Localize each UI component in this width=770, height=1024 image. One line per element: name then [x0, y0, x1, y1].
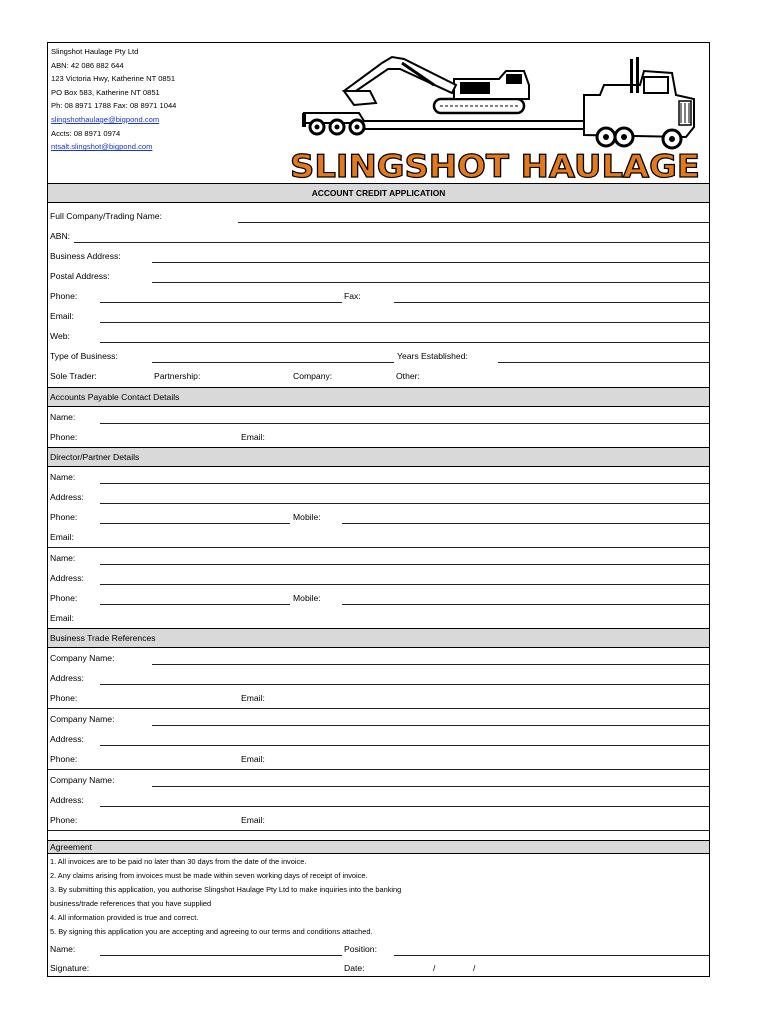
company-name: Slingshot Haulage Pty Ltd: [51, 47, 139, 56]
row-dir2-name: [48, 547, 709, 568]
ref2-company-line[interactable]: [152, 725, 709, 726]
company-accts: Accts: 08 8971 0974: [51, 128, 121, 138]
label-position: Position:: [344, 944, 377, 954]
web-line[interactable]: [100, 342, 709, 343]
row-signature-date: [48, 958, 709, 978]
form-title-band: [48, 183, 709, 203]
brand-wordmark: [286, 147, 704, 183]
references-heading: Business Trade References: [50, 633, 156, 643]
row-sign-name-position: [48, 939, 709, 959]
label-ref2-address: Address:: [50, 734, 84, 744]
label-phone: Phone:: [50, 291, 78, 301]
directors-heading: Director/Partner Details: [50, 452, 140, 462]
label-ap-phone: Phone:: [50, 432, 78, 442]
label-full-name: Full Company/Trading Name:: [50, 211, 162, 221]
row-dir1-address: [48, 487, 709, 507]
dir1-phone-line[interactable]: [100, 523, 290, 524]
full-name-line[interactable]: [238, 222, 709, 223]
ref1-company-line[interactable]: [152, 664, 709, 665]
label-ref3-email: Email:: [241, 815, 265, 825]
row-ref2-phone-email: [48, 749, 709, 769]
label-dir2-email: Email:: [50, 613, 74, 623]
label-type: Type of Business:: [50, 351, 118, 361]
divider: [48, 830, 709, 831]
label-abn: ABN:: [50, 231, 71, 241]
accts-email-link[interactable]: ntsalt.slingshot@bigpond.com: [51, 142, 153, 152]
row-ap-name: [48, 407, 709, 427]
agreement-item: 1. All invoices are to be paid no later than 30 days from the date of the invoice.: [50, 857, 307, 866]
row-entity-type: [48, 366, 709, 386]
label-dir2-phone: Phone:: [50, 593, 78, 603]
label-dir1-address: Address:: [50, 492, 84, 502]
company-street: 123 Victoria Hwy, Katherine NT 0851: [51, 74, 176, 84]
row-ref1-company: [48, 648, 709, 668]
company-email-link[interactable]: slingshothaulage@bigpond.com: [51, 114, 160, 124]
ref2-address-line[interactable]: [100, 745, 709, 746]
label-ref1-company: Company Name:: [50, 653, 115, 663]
label-dir1-email: Email:: [50, 532, 74, 542]
dir2-mobile-line[interactable]: [342, 604, 709, 605]
position-line[interactable]: [394, 955, 709, 956]
label-other[interactable]: Other:: [396, 371, 420, 381]
fax-line[interactable]: [394, 302, 709, 303]
row-email: [48, 306, 709, 326]
row-dir2-email: [48, 608, 709, 628]
label-sole-trader[interactable]: Sole Trader:: [50, 371, 97, 381]
date-separator: /: [473, 963, 476, 973]
abn-line[interactable]: [74, 242, 709, 243]
label-company[interactable]: Company:: [293, 371, 333, 381]
row-dir2-phone-mobile: [48, 588, 709, 608]
label-ref2-phone: Phone:: [50, 754, 78, 764]
row-dir1-phone-mobile: [48, 507, 709, 527]
label-ap-name: Name:: [50, 412, 76, 422]
company-po-box: PO Box 583, Katherine NT 0851: [51, 87, 160, 97]
references-band: [48, 628, 709, 648]
years-line[interactable]: [498, 362, 709, 363]
date-separator: /: [433, 963, 436, 973]
row-web: [48, 326, 709, 346]
label-years: Years Established:: [397, 351, 468, 361]
row-dir1-name: [48, 467, 709, 487]
label-email: Email:: [50, 311, 74, 321]
directors-band: [48, 447, 709, 467]
label-sign-name: Name:: [50, 944, 76, 954]
label-partnership[interactable]: Partnership:: [154, 371, 201, 381]
company-abn: ABN: 42 086 882 644: [51, 60, 124, 70]
label-web: Web:: [50, 331, 70, 341]
label-dir1-mobile: Mobile:: [293, 512, 321, 522]
sign-name-line[interactable]: [100, 955, 342, 956]
label-ref3-address: Address:: [50, 795, 84, 805]
brand-text: SLINGSHOT HAULAGE: [290, 149, 700, 183]
ref3-address-line[interactable]: [100, 806, 709, 807]
credit-application-form: [47, 42, 710, 977]
label-ref1-phone: Phone:: [50, 693, 78, 703]
label-ref3-phone: Phone:: [50, 815, 78, 825]
accounts-payable-heading: Accounts Payable Contact Details: [50, 392, 180, 402]
agreement-item: 2. Any claims arising from invoices must be made within seven working days of receipt of invoice.: [50, 871, 368, 880]
row-type-years: [48, 346, 709, 366]
dir1-address-line[interactable]: [100, 503, 709, 504]
row-ref1-address: [48, 668, 709, 688]
dir1-mobile-line[interactable]: [342, 523, 709, 524]
header: [48, 43, 709, 183]
agreement-band: [48, 840, 709, 854]
phone-line[interactable]: [100, 302, 342, 303]
row-ref3-phone-email: [48, 810, 709, 830]
ref1-address-line[interactable]: [100, 684, 709, 685]
row-ref3-address: [48, 790, 709, 810]
agreement-item: 4. All information provided is true and correct.: [50, 913, 199, 922]
ap-name-line[interactable]: [100, 423, 709, 424]
label-dir1-phone: Phone:: [50, 512, 78, 522]
label-ref1-email: Email:: [241, 693, 265, 703]
row-postal-address: [48, 266, 709, 286]
label-dir2-name: Name:: [50, 553, 76, 563]
label-date: Date:: [344, 963, 365, 973]
label-ap-email: Email:: [241, 432, 265, 442]
dir2-name-line[interactable]: [100, 564, 709, 565]
row-full-name: [48, 206, 709, 226]
dir2-phone-line[interactable]: [100, 604, 290, 605]
row-ref2-company: [48, 708, 709, 729]
row-business-address: [48, 246, 709, 266]
agreement-item: 3. By submitting this application, you authorise Slingshot Haulage Pty Ltd to make inquiries into the banking: [50, 885, 402, 894]
label-dir2-mobile: Mobile:: [293, 593, 321, 603]
dir2-address-line[interactable]: [100, 584, 709, 585]
label-fax: Fax:: [344, 291, 361, 301]
email-line[interactable]: [100, 322, 709, 323]
row-dir2-address: [48, 568, 709, 588]
label-dir1-name: Name:: [50, 472, 76, 482]
agreement-item: business/trade references that you have supplied: [50, 899, 212, 908]
row-dir1-email: [48, 527, 709, 547]
label-signature: Signature:: [50, 963, 90, 973]
company-phone-fax: Ph: 08 8971 1788 Fax: 08 8971 1044: [51, 101, 177, 111]
postal-address-line[interactable]: [152, 282, 709, 283]
label-dir2-address: Address:: [50, 573, 84, 583]
dir1-name-line[interactable]: [100, 483, 709, 484]
row-abn: [48, 226, 709, 246]
label-ref2-email: Email:: [241, 754, 265, 764]
label-ref3-company: Company Name:: [50, 775, 115, 785]
type-line[interactable]: [152, 362, 394, 363]
row-ap-phone-email: [48, 427, 709, 447]
company-details: [51, 45, 176, 154]
row-ref2-address: [48, 729, 709, 749]
ref3-company-line[interactable]: [152, 786, 709, 787]
label-ref1-address: Address:: [50, 673, 84, 683]
agreement-item: 5. By signing this application you are accepting and agreeing to our terms and conditions attached.: [50, 927, 373, 936]
label-ref2-company: Company Name:: [50, 714, 115, 724]
accounts-payable-band: [48, 387, 709, 407]
label-postal-address: Postal Address:: [50, 271, 110, 281]
label-business-address: Business Address:: [50, 251, 121, 261]
row-phone-fax: [48, 286, 709, 306]
business-address-line[interactable]: [152, 262, 709, 263]
form-title: ACCOUNT CREDIT APPLICATION: [311, 188, 446, 198]
row-ref1-phone-email: [48, 688, 709, 708]
row-ref3-company: [48, 769, 709, 790]
agreement-heading: Agreement: [50, 842, 93, 852]
